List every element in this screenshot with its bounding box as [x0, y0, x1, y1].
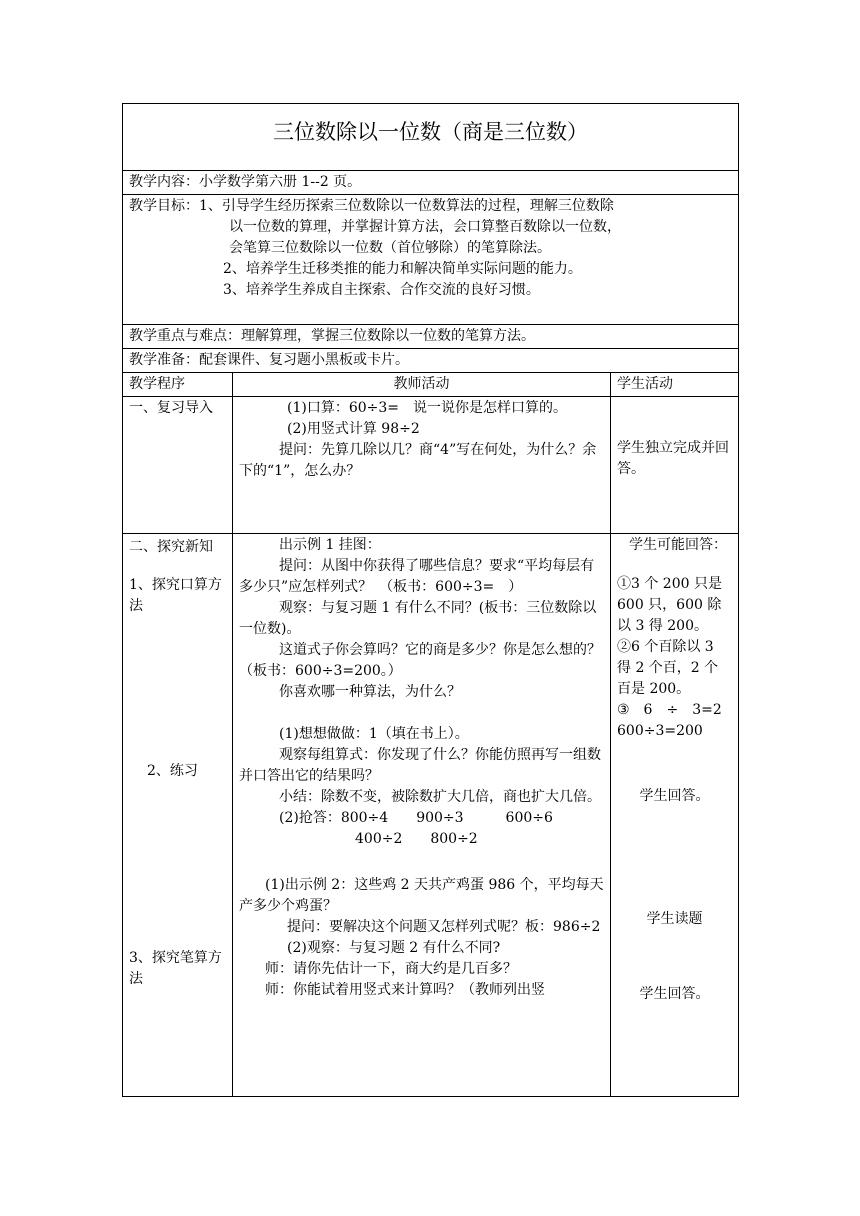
goals-row [123, 195, 739, 325]
goal-3: 3、培养学生养成自主探索、合作交流的良好习惯。 [223, 282, 540, 298]
explore-teacher-10: 400÷2 800÷2 [355, 831, 478, 847]
page-title: 三位数除以一位数（商是三位数） [273, 120, 588, 144]
focus-text: 理解算理，掌握三位数除以一位数的笔算方法。 [241, 328, 535, 344]
explore-teacher-7: 观察每组算式：你发现了什么？你能仿照再写一组数并口答出它的结果吗？ [239, 747, 601, 784]
prep-row [123, 349, 739, 373]
explore-student-4: ③ 6 ÷ 3=2 600÷3=200 [617, 702, 722, 739]
explore-teacher-5: 你喜欢哪一种算法，为什么？ [279, 684, 461, 700]
explore-teacher-9: (2)抢答：800÷4 900÷3 600÷6 [279, 810, 553, 826]
explore-teacher-3: 观察：与复习题 1 有什么不同？(板书：三位数除以一位数)。 [239, 600, 597, 637]
title-row [123, 104, 739, 171]
explore-student-1: 学生可能回答： [629, 537, 727, 553]
explore-teacher-13: (2)观察：与复习题 2 有什么不同? [287, 940, 501, 956]
goal-1-line-1: 1、引导学生经历探索三位数除以一位数算法的过程，理解三位数除 [199, 198, 614, 214]
explore-teacher-1: 出示例 1 挂图： [279, 537, 381, 553]
explore-stage-oral: 1、探究口算方法 [129, 577, 222, 614]
header-student: 学生活动 [611, 373, 739, 397]
explore-stage-new: 二、探究新知 [129, 539, 213, 555]
goal-1-line-3: 会笔算三位数除以一位数（首位够除）的笔算除法。 [229, 240, 551, 256]
explore-student-2: ①3 个 200 只是 600 只，600 除以 3 得 200。 [617, 576, 722, 634]
explore-student-3: ②6 个百除以 3 得 2 个百，2 个百是 200。 [617, 639, 719, 697]
review-row [123, 397, 739, 534]
explore-teacher-15: 师：你能试着用竖式来计算吗？（教师列出竖 [265, 982, 545, 998]
explore-teacher-14: 师：请你先估计一下，商大约是几百多？ [265, 961, 517, 977]
content-label: 教学内容： [129, 174, 199, 190]
explore-teacher-4: 这道式子你会算吗？它的商是多少？你是怎么想的？（板书：600÷3=200。） [239, 642, 601, 679]
explore-stage-practice: 2、练习 [147, 763, 198, 779]
explore-student-5: 学生回答。 [639, 788, 710, 804]
focus-label: 教学重点与难点： [129, 328, 241, 344]
explore-student-7: 学生回答。 [639, 986, 710, 1002]
explore-teacher-11: (1)出示例 2：这些鸡 2 天共产鸡蛋 986 个，平均每天产多少个鸡蛋？ [239, 877, 604, 914]
content-text: 小学数学第六册 1--2 页。 [199, 174, 362, 190]
content-row [123, 171, 739, 195]
review-stage: 一、复习导入 [123, 397, 233, 534]
prep-text: 配套课件、复习题小黑板或卡片。 [199, 352, 409, 368]
focus-row [123, 325, 739, 349]
explore-teacher-12: 提问：要解决这个问题又怎样列式呢？板：986÷2 [287, 919, 601, 935]
review-teacher-3: 提问：先算几除以几？商“4”写在何处，为什么？余下的“1”，怎么办？ [239, 442, 597, 479]
prep-label: 教学准备： [129, 352, 199, 368]
explore-teacher-6: (1)想想做做：1（填在书上）。 [279, 726, 469, 742]
explore-student-6: 学生读题 [646, 911, 703, 927]
review-teacher-1: (1)口算：60÷3= 说一说你是怎样口算的。 [287, 400, 568, 416]
explore-stage-written: 3、探究笔算方法 [129, 950, 222, 987]
header-procedure: 教学程序 [123, 373, 233, 397]
review-teacher-2: (2)用竖式计算 98÷2 [287, 421, 420, 437]
explore-teacher-2: 提问：从图中你获得了哪些信息？要求“平均每层有多少只”应怎样列式？ （板书：600÷3= ） [239, 558, 595, 595]
goal-1-line-2: 以一位数的算理，并掌握计算方法，会口算整百数除以一位数， [229, 219, 621, 235]
goal-2: 2、培养学生迁移类推的能力和解决简单实际问题的能力。 [223, 261, 582, 277]
review-student: 学生独立完成并回答。 [617, 440, 729, 477]
goals-label: 教学目标： [129, 198, 199, 214]
header-row [123, 373, 739, 397]
lesson-plan-table [122, 103, 739, 1097]
header-teacher: 教师活动 [233, 373, 611, 397]
explore-teacher-8: 小结：除数不变，被除数扩大几倍，商也扩大几倍。 [279, 789, 601, 805]
explore-row [123, 534, 739, 1097]
title-cell [123, 104, 739, 171]
